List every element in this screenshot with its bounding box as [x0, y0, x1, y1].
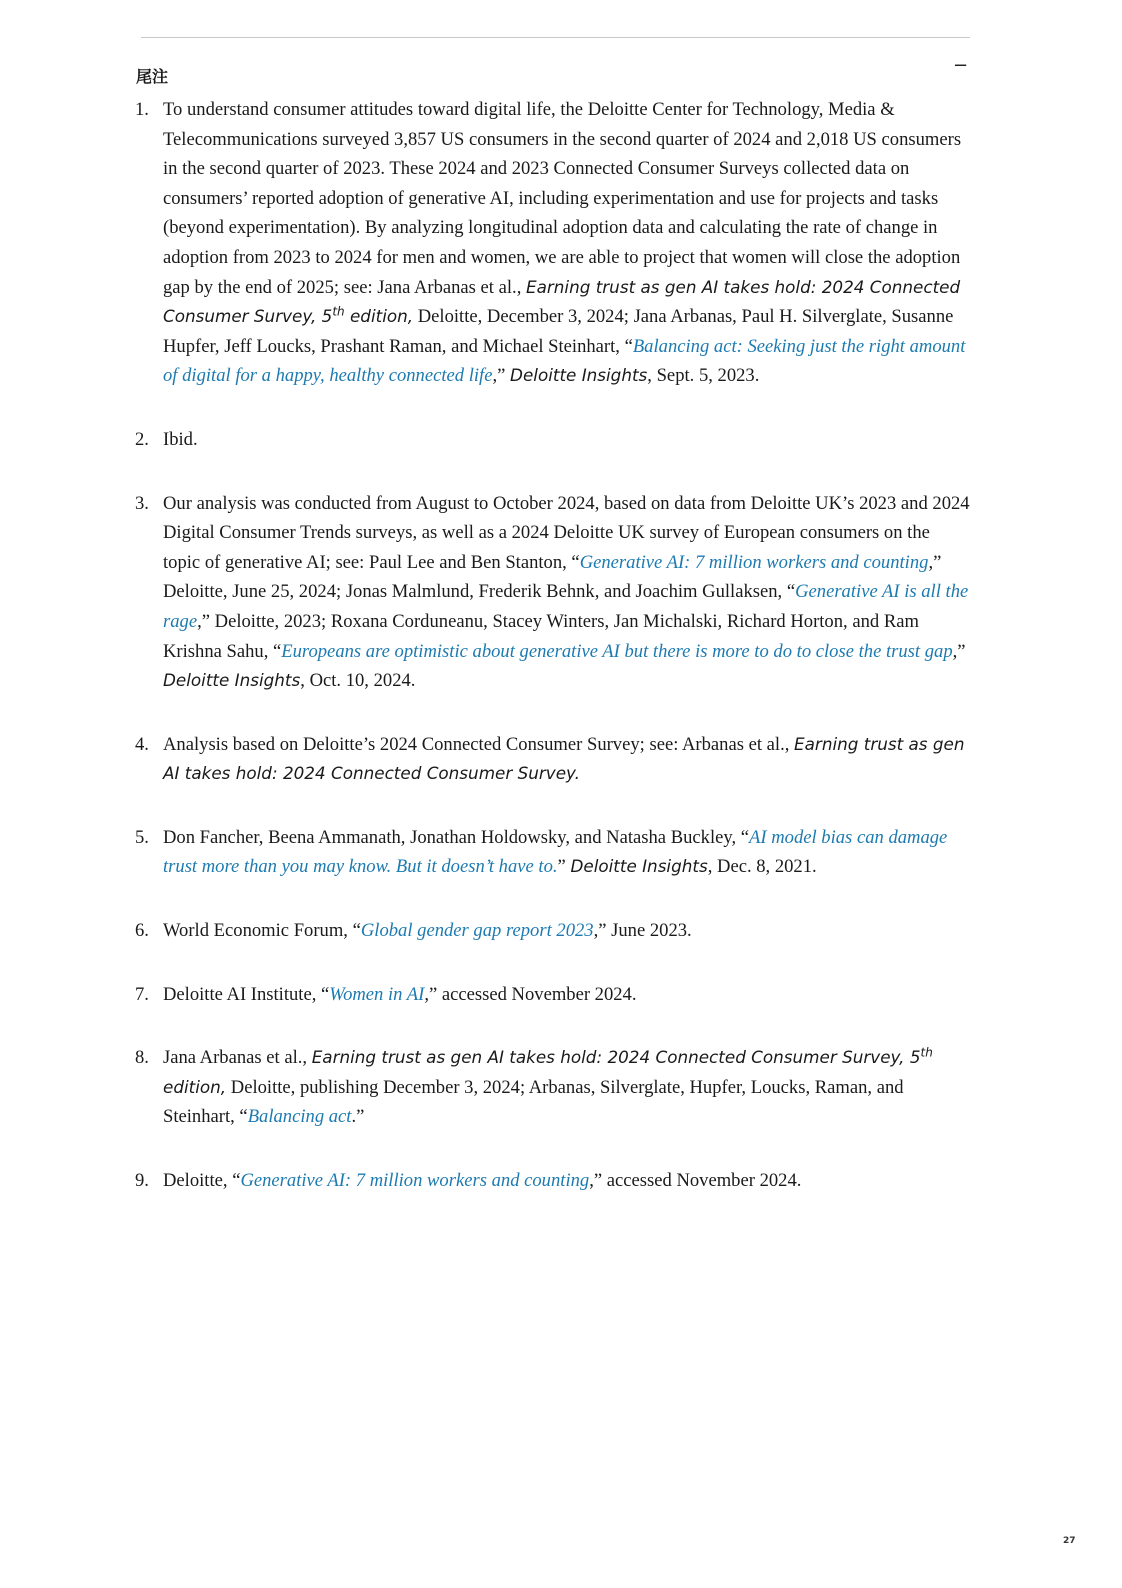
endnote-italic-source: Deloitte Insights	[163, 670, 301, 691]
endnote-text: Deloitte, December 3, 2024; Jana Arbanas, Paul H. Silverglate, Susanne Hupfer, Jeff Loucks, Prashant Raman, and Michael Steinhart, “	[163, 306, 954, 357]
endnote-text: World Economic Forum, “	[163, 920, 361, 942]
endnote-1	[135, 95, 970, 391]
endnote-6	[135, 916, 970, 946]
endnote-text: .”	[351, 1106, 365, 1128]
endnote-text: Deloitte AI Institute, “	[163, 983, 330, 1005]
endnote-text: ”	[557, 856, 571, 878]
endnote-text: ,” accessed November 2024.	[424, 983, 637, 1005]
endnote-text: Deloitte, publishing December 3, 2024; Arbanas, Silverglate, Hupfer, Loucks, Raman, and Steinhart, “	[163, 1076, 904, 1128]
endnotes-heading: 尾注	[136, 67, 169, 86]
endnote-number: 2.	[135, 428, 149, 450]
endnote-text: Deloitte, “	[163, 1170, 241, 1192]
endnote-italic-title: Earning trust as gen AI takes hold: 2024 Connected Consumer Survey, 5th edition,	[163, 1045, 933, 1097]
endnote-text: Analysis based on Deloitte’s 2024 Connected Consumer Survey; see: Arbanas et al.,	[163, 733, 795, 755]
endnote-italic-title: Earning trust as gen AI takes hold: 2024 Connected Consumer Survey.	[163, 733, 965, 784]
page-number: 27	[1063, 1536, 1076, 1546]
gen-ai-7-million-link[interactable]: Generative AI: 7 million workers and counting	[240, 1170, 590, 1192]
endnote-text: , Sept. 5, 2023.	[647, 365, 760, 387]
endnote-text: Jana Arbanas et al.,	[163, 1047, 312, 1069]
endnote-text: Don Fancher, Beena Ammanath, Jonathan Holdowsky, and Natasha Buckley, “	[163, 826, 750, 848]
top-divider	[141, 37, 970, 38]
endnote-number: 5.	[135, 826, 149, 848]
endnote-number: 1.	[135, 99, 149, 120]
endnote-text: Ibid.	[163, 428, 198, 450]
endnote-text: To understand consumer attitudes toward digital life, the Deloitte Center for Technology, Media & Telecommunications surveyed 3,857 US consumers in the second quarter of 2024 and 2,018 US consumers in the second quarter of 2023. These 2024 and 2023 Connected Consumer Surveys collected data on consumers’ reported adoption of generative AI, including experimentation and use for projects and tasks (beyond experimentation). By analyzing longitudinal adoption data and calculating the rate of change in adoption from 2023 to 2024 for men and women, we are able to project that women will close the adoption gap by the end of 2025; see: Jana Arbanas et al.,	[163, 99, 962, 298]
endnote-number: 8.	[135, 1047, 149, 1069]
endnote-text: Our analysis was conducted from August to October 2024, based on data from Deloitte UK’s 2023 and 2024 Digital Consumer Trends surveys, as well as a 2024 Deloitte UK survey of European consumers on the topic of generative AI; see: Paul Lee and Ben Stanton, “	[163, 492, 970, 573]
gen-ai-rage-link[interactable]: Generative AI is all the rage	[163, 581, 969, 632]
gender-gap-report-link[interactable]: Global gender gap report 2023	[360, 920, 594, 942]
gen-ai-7-million-link[interactable]: Generative AI: 7 million workers and counting	[579, 551, 929, 573]
endnote-italic-title: Earning trust as gen AI takes hold: 2024 Connected Consumer Survey, 5th edition,	[163, 276, 961, 327]
endnotes-list	[135, 95, 970, 1196]
endnote-number: 7.	[135, 983, 149, 1005]
endnote-7	[135, 980, 970, 1010]
endnote-italic-source: Deloitte Insights	[570, 856, 708, 877]
endnote-8	[135, 1043, 970, 1132]
endnote-number: 9.	[135, 1170, 149, 1192]
endnote-text: , Dec. 8, 2021.	[707, 856, 817, 878]
endnote-text: ,” accessed November 2024.	[589, 1170, 802, 1192]
endnote-text: ,”	[492, 365, 511, 387]
endnote-italic-source: Deloitte Insights	[510, 365, 648, 386]
balancing-act-link[interactable]: Balancing act: Seeking just the right amount of digital for a happy, healthy connected life	[163, 335, 966, 387]
balancing-act-link[interactable]: Balancing act	[247, 1106, 352, 1128]
endnote-2	[135, 425, 970, 455]
endnote-9	[135, 1166, 970, 1196]
endnote-number: 3.	[135, 492, 149, 514]
endnote-3	[135, 489, 970, 696]
endnote-number: 4.	[135, 733, 149, 755]
europeans-optimistic-link[interactable]: Europeans are optimistic about generative AI but there is more to do to close the trust gap	[281, 640, 953, 662]
endnote-text: ,” June 2023.	[593, 920, 692, 942]
endnote-text: ,” Deloitte, June 25, 2024; Jonas Malmlund, Frederik Behnk, and Joachim Gullaksen, “	[163, 551, 942, 603]
endnote-5	[135, 823, 970, 882]
endnote-number: 6.	[135, 920, 149, 942]
ai-model-bias-link[interactable]: AI model bias can damage trust more than you may know. But it doesn’t have to.	[163, 826, 948, 878]
women-in-ai-link[interactable]: Women in AI	[329, 983, 425, 1005]
endnote-4	[135, 730, 970, 789]
endnote-text: ,” Deloitte, 2023; Roxana Corduneanu, Stacey Winters, Jan Michalski, Richard Horton, and Ram Krishna Sahu, “	[163, 610, 919, 662]
endnote-text: , Oct. 10, 2024.	[300, 670, 416, 692]
endnote-text: ,”	[952, 640, 966, 662]
collapse-icon[interactable]: −	[953, 55, 969, 76]
